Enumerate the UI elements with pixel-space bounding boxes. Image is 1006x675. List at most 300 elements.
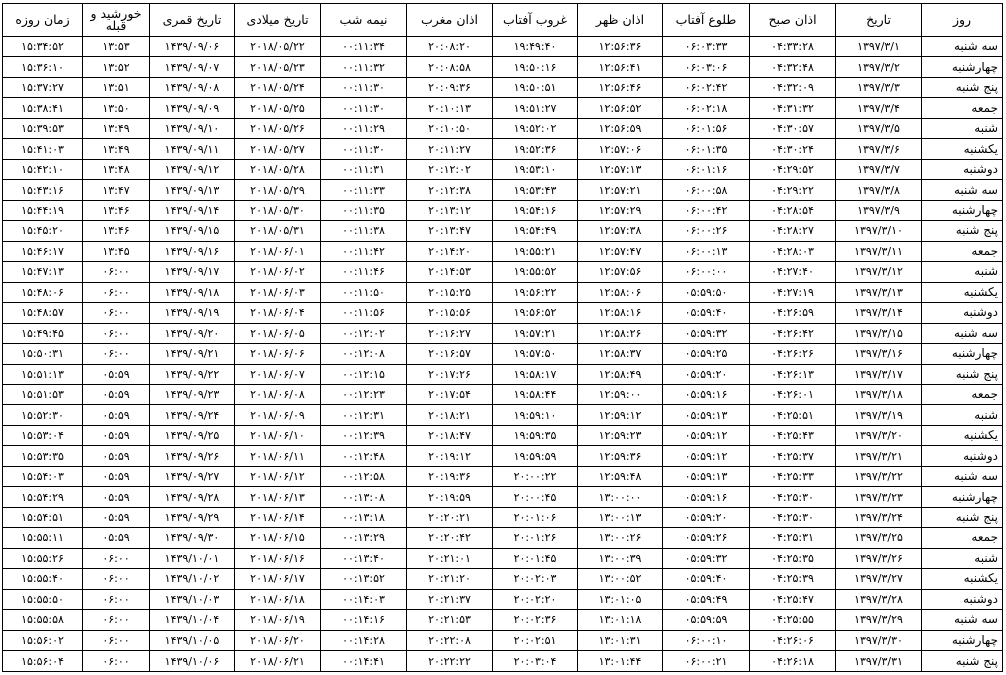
- cell-sun-qibla: ۰۵:۵۹: [83, 364, 150, 384]
- cell-gregorian-date: ۲۰۱۸/۰۶/۱۸: [235, 589, 321, 609]
- cell-sun-qibla: ۰۵:۵۹: [83, 425, 150, 445]
- cell-maghrib: ۲۰:۱۶:۵۷: [407, 344, 493, 364]
- table-row: [3, 548, 1003, 568]
- cell-lunar-date: ۱۴۳۹/۰۹/۱۴: [150, 200, 235, 220]
- cell-sunset: ۲۰:۰۱:۲۶: [493, 528, 578, 548]
- cell-sunrise: ۰۶:۰۰:۱۰: [663, 630, 750, 650]
- cell-maghrib: ۲۰:۰۸:۵۸: [407, 57, 493, 77]
- cell-day: جمعه: [922, 528, 1003, 548]
- cell-fasting-duration: ۱۵:۵۶:۰۲: [3, 630, 83, 650]
- cell-gregorian-date: ۲۰۱۸/۰۶/۰۳: [235, 282, 321, 302]
- header-sun-qibla: خورشید و قبله: [83, 4, 150, 37]
- cell-date: ۱۳۹۷/۳/۱۳: [836, 282, 922, 302]
- cell-dhuhr: ۱۳:۰۱:۴۴: [578, 651, 663, 672]
- cell-gregorian-date: ۲۰۱۸/۰۶/۰۷: [235, 364, 321, 384]
- cell-fajr: ۰۴:۲۸:۰۳: [750, 241, 836, 261]
- cell-dhuhr: ۱۲:۵۹:۱۲: [578, 405, 663, 425]
- cell-lunar-date: ۱۴۳۹/۰۹/۰۶: [150, 37, 235, 57]
- cell-sunrise: ۰۵:۵۹:۴۰: [663, 569, 750, 589]
- header-sunrise: طلوع آفتاب: [663, 4, 750, 37]
- cell-fasting-duration: ۱۵:۵۴:۰۳: [3, 466, 83, 486]
- cell-maghrib: ۲۰:۱۷:۵۴: [407, 384, 493, 404]
- cell-midnight: ۰۰:۱۱:۳۳: [321, 180, 407, 200]
- cell-day: جمعه: [922, 98, 1003, 118]
- cell-dhuhr: ۱۲:۵۶:۴۶: [578, 77, 663, 97]
- cell-sunset: ۲۰:۰۲:۵۱: [493, 630, 578, 650]
- cell-dhuhr: ۱۲:۵۶:۵۹: [578, 118, 663, 138]
- cell-sun-qibla: ۰۵:۵۹: [83, 384, 150, 404]
- cell-day: شنبه: [922, 118, 1003, 138]
- cell-dhuhr: ۱۳:۰۰:۱۳: [578, 507, 663, 527]
- table-row: [3, 405, 1003, 425]
- header-midnight: نیمه شب: [321, 4, 407, 37]
- cell-sunset: ۱۹:۵۸:۴۴: [493, 384, 578, 404]
- cell-sun-qibla: ۱۳:۵۲: [83, 57, 150, 77]
- cell-sun-qibla: ۰۵:۵۹: [83, 466, 150, 486]
- cell-dhuhr: ۱۲:۵۷:۳۸: [578, 221, 663, 241]
- cell-maghrib: ۲۰:۱۲:۰۲: [407, 159, 493, 179]
- cell-maghrib: ۲۰:۲۰:۲۱: [407, 507, 493, 527]
- table-row: [3, 118, 1003, 138]
- cell-sunrise: ۰۶:۰۳:۳۳: [663, 37, 750, 57]
- cell-gregorian-date: ۲۰۱۸/۰۶/۰۴: [235, 303, 321, 323]
- cell-sunset: ۱۹:۵۷:۲۱: [493, 323, 578, 343]
- cell-fajr: ۰۴:۳۲:۴۸: [750, 57, 836, 77]
- cell-fasting-duration: ۱۵:۵۵:۵۸: [3, 610, 83, 630]
- cell-date: ۱۳۹۷/۳/۲۴: [836, 507, 922, 527]
- cell-sunset: ۱۹:۵۹:۱۰: [493, 405, 578, 425]
- cell-maghrib: ۲۰:۱۵:۲۵: [407, 282, 493, 302]
- cell-sunrise: ۰۵:۵۹:۵۰: [663, 282, 750, 302]
- cell-date: ۱۳۹۷/۳/۱۹: [836, 405, 922, 425]
- cell-day: شنبه: [922, 262, 1003, 282]
- cell-date: ۱۳۹۷/۳/۲۷: [836, 569, 922, 589]
- cell-day: پنج شنبه: [922, 507, 1003, 527]
- cell-dhuhr: ۱۳:۰۱:۱۸: [578, 610, 663, 630]
- cell-fasting-duration: ۱۵:۵۳:۳۵: [3, 446, 83, 466]
- cell-lunar-date: ۱۴۳۹/۰۹/۲۷: [150, 466, 235, 486]
- cell-fajr: ۰۴:۲۵:۵۱: [750, 405, 836, 425]
- cell-date: ۱۳۹۷/۳/۲۹: [836, 610, 922, 630]
- cell-sunset: ۲۰:۰۲:۰۳: [493, 569, 578, 589]
- cell-gregorian-date: ۲۰۱۸/۰۶/۱۹: [235, 610, 321, 630]
- cell-date: ۱۳۹۷/۳/۱۶: [836, 344, 922, 364]
- cell-sun-qibla: ۱۳:۴۶: [83, 221, 150, 241]
- cell-day: سه شنبه: [922, 466, 1003, 486]
- cell-gregorian-date: ۲۰۱۸/۰۶/۰۲: [235, 262, 321, 282]
- cell-lunar-date: ۱۴۳۹/۰۹/۱۳: [150, 180, 235, 200]
- cell-lunar-date: ۱۴۳۹/۰۹/۰۷: [150, 57, 235, 77]
- cell-sunrise: ۰۵:۵۹:۱۳: [663, 466, 750, 486]
- table-row: [3, 528, 1003, 548]
- cell-gregorian-date: ۲۰۱۸/۰۵/۲۷: [235, 139, 321, 159]
- table-row: [3, 159, 1003, 179]
- cell-dhuhr: ۱۳:۰۰:۲۶: [578, 528, 663, 548]
- cell-lunar-date: ۱۴۳۹/۰۹/۱۸: [150, 282, 235, 302]
- cell-dhuhr: ۱۲:۵۶:۳۶: [578, 37, 663, 57]
- cell-gregorian-date: ۲۰۱۸/۰۵/۲۴: [235, 77, 321, 97]
- cell-fajr: ۰۴:۲۵:۳۱: [750, 528, 836, 548]
- cell-day: شنبه: [922, 405, 1003, 425]
- cell-fajr: ۰۴:۲۵:۴۳: [750, 425, 836, 445]
- cell-sunrise: ۰۵:۵۹:۴۹: [663, 589, 750, 609]
- cell-fasting-duration: ۱۵:۳۷:۲۷: [3, 77, 83, 97]
- cell-date: ۱۳۹۷/۳/۶: [836, 139, 922, 159]
- cell-maghrib: ۲۰:۱۹:۱۲: [407, 446, 493, 466]
- table-row: [3, 180, 1003, 200]
- cell-maghrib: ۲۰:۰۹:۳۶: [407, 77, 493, 97]
- prayer-times-table: [2, 3, 1003, 672]
- cell-sun-qibla: ۰۶:۰۰: [83, 548, 150, 568]
- cell-sun-qibla: ۰۶:۰۰: [83, 651, 150, 672]
- cell-sunset: ۲۰:۰۰:۲۲: [493, 466, 578, 486]
- cell-midnight: ۰۰:۱۱:۳۰: [321, 139, 407, 159]
- cell-lunar-date: ۱۴۳۹/۰۹/۲۸: [150, 487, 235, 507]
- cell-fajr: ۰۴:۲۵:۳۰: [750, 487, 836, 507]
- cell-gregorian-date: ۲۰۱۸/۰۶/۱۶: [235, 548, 321, 568]
- cell-date: ۱۳۹۷/۳/۳۱: [836, 651, 922, 672]
- cell-midnight: ۰۰:۱۲:۳۹: [321, 425, 407, 445]
- cell-lunar-date: ۱۴۳۹/۰۹/۲۵: [150, 425, 235, 445]
- cell-midnight: ۰۰:۱۳:۲۹: [321, 528, 407, 548]
- table-row: [3, 651, 1003, 672]
- cell-maghrib: ۲۰:۲۰:۴۲: [407, 528, 493, 548]
- table-row: [3, 569, 1003, 589]
- cell-date: ۱۳۹۷/۳/۲۲: [836, 466, 922, 486]
- cell-dhuhr: ۱۲:۵۸:۳۷: [578, 344, 663, 364]
- cell-midnight: ۰۰:۱۱:۳۲: [321, 57, 407, 77]
- cell-date: ۱۳۹۷/۳/۲۸: [836, 589, 922, 609]
- cell-sunset: ۱۹:۵۴:۴۹: [493, 221, 578, 241]
- cell-midnight: ۰۰:۱۱:۵۶: [321, 303, 407, 323]
- cell-maghrib: ۲۰:۱۰:۱۳: [407, 98, 493, 118]
- header-maghrib: اذان مغرب: [407, 4, 493, 37]
- cell-sunrise: ۰۶:۰۲:۴۲: [663, 77, 750, 97]
- cell-gregorian-date: ۲۰۱۸/۰۶/۰۹: [235, 405, 321, 425]
- cell-midnight: ۰۰:۱۱:۴۲: [321, 241, 407, 261]
- cell-dhuhr: ۱۳:۰۰:۰۰: [578, 487, 663, 507]
- cell-day: پنج شنبه: [922, 221, 1003, 241]
- cell-lunar-date: ۱۴۳۹/۱۰/۰۳: [150, 589, 235, 609]
- cell-dhuhr: ۱۲:۵۹:۲۳: [578, 425, 663, 445]
- cell-fajr: ۰۴:۳۰:۵۷: [750, 118, 836, 138]
- cell-date: ۱۳۹۷/۳/۲۵: [836, 528, 922, 548]
- cell-day: دوشنبه: [922, 159, 1003, 179]
- cell-gregorian-date: ۲۰۱۸/۰۶/۲۰: [235, 630, 321, 650]
- cell-sunrise: ۰۶:۰۰:۱۳: [663, 241, 750, 261]
- table-row: [3, 37, 1003, 57]
- table-row: [3, 221, 1003, 241]
- table-row: [3, 507, 1003, 527]
- cell-day: چهارشنبه: [922, 57, 1003, 77]
- cell-fajr: ۰۴:۲۵:۳۰: [750, 507, 836, 527]
- table-row: [3, 262, 1003, 282]
- cell-lunar-date: ۱۴۳۹/۱۰/۰۶: [150, 651, 235, 672]
- cell-fajr: ۰۴:۲۵:۳۷: [750, 446, 836, 466]
- cell-sun-qibla: ۰۶:۰۰: [83, 262, 150, 282]
- cell-fajr: ۰۴:۲۹:۲۲: [750, 180, 836, 200]
- table-row: [3, 589, 1003, 609]
- cell-sun-qibla: ۱۳:۴۸: [83, 159, 150, 179]
- cell-day: پنج شنبه: [922, 651, 1003, 672]
- cell-fajr: ۰۴:۳۳:۲۸: [750, 37, 836, 57]
- cell-midnight: ۰۰:۱۱:۳۰: [321, 98, 407, 118]
- cell-sunrise: ۰۶:۰۱:۱۶: [663, 159, 750, 179]
- table-row: [3, 466, 1003, 486]
- cell-sunrise: ۰۵:۵۹:۱۶: [663, 384, 750, 404]
- table-row: [3, 323, 1003, 343]
- table-row: [3, 282, 1003, 302]
- cell-sunrise: ۰۶:۰۰:۰۰: [663, 262, 750, 282]
- cell-sun-qibla: ۱۳:۴۵: [83, 241, 150, 261]
- cell-sunset: ۱۹:۴۹:۴۰: [493, 37, 578, 57]
- cell-date: ۱۳۹۷/۳/۷: [836, 159, 922, 179]
- cell-sunset: ۲۰:۰۱:۰۶: [493, 507, 578, 527]
- cell-gregorian-date: ۲۰۱۸/۰۵/۲۲: [235, 37, 321, 57]
- cell-sunrise: ۰۶:۰۳:۰۶: [663, 57, 750, 77]
- cell-sunrise: ۰۵:۵۹:۲۶: [663, 528, 750, 548]
- cell-sunset: ۱۹:۵۲:۳۶: [493, 139, 578, 159]
- cell-gregorian-date: ۲۰۱۸/۰۶/۰۸: [235, 384, 321, 404]
- cell-fajr: ۰۴:۲۷:۱۹: [750, 282, 836, 302]
- cell-fasting-duration: ۱۵:۵۵:۵۰: [3, 589, 83, 609]
- cell-fasting-duration: ۱۵:۵۵:۴۰: [3, 569, 83, 589]
- cell-sun-qibla: ۱۳:۵۱: [83, 77, 150, 97]
- cell-sun-qibla: ۱۳:۵۰: [83, 98, 150, 118]
- cell-fajr: ۰۴:۳۱:۳۲: [750, 98, 836, 118]
- cell-sun-qibla: ۰۶:۰۰: [83, 610, 150, 630]
- cell-sunset: ۱۹:۵۰:۱۶: [493, 57, 578, 77]
- cell-sunset: ۲۰:۰۲:۳۶: [493, 610, 578, 630]
- cell-fasting-duration: ۱۵:۴۵:۲۰: [3, 221, 83, 241]
- cell-sun-qibla: ۰۶:۰۰: [83, 589, 150, 609]
- cell-sunset: ۱۹:۵۵:۲۱: [493, 241, 578, 261]
- cell-sun-qibla: ۰۵:۵۹: [83, 446, 150, 466]
- cell-date: ۱۳۹۷/۳/۸: [836, 180, 922, 200]
- cell-date: ۱۳۹۷/۳/۱۷: [836, 364, 922, 384]
- cell-fajr: ۰۴:۲۵:۳۵: [750, 548, 836, 568]
- cell-midnight: ۰۰:۱۴:۲۸: [321, 630, 407, 650]
- cell-sunrise: ۰۵:۵۹:۱۲: [663, 446, 750, 466]
- cell-sunrise: ۰۵:۵۹:۲۵: [663, 344, 750, 364]
- cell-day: چهارشنبه: [922, 630, 1003, 650]
- cell-midnight: ۰۰:۱۳:۵۲: [321, 569, 407, 589]
- cell-midnight: ۰۰:۱۲:۱۵: [321, 364, 407, 384]
- cell-dhuhr: ۱۲:۵۹:۴۸: [578, 466, 663, 486]
- table-body: [3, 37, 1003, 672]
- cell-date: ۱۳۹۷/۳/۳: [836, 77, 922, 97]
- cell-dhuhr: ۱۲:۵۷:۰۶: [578, 139, 663, 159]
- cell-fajr: ۰۴:۲۶:۵۹: [750, 303, 836, 323]
- cell-dhuhr: ۱۳:۰۰:۵۲: [578, 569, 663, 589]
- cell-sun-qibla: ۱۳:۴۹: [83, 118, 150, 138]
- cell-fajr: ۰۴:۲۶:۱۳: [750, 364, 836, 384]
- cell-day: یکشنبه: [922, 282, 1003, 302]
- cell-dhuhr: ۱۲:۵۹:۰۰: [578, 384, 663, 404]
- cell-sunrise: ۰۵:۵۹:۱۳: [663, 405, 750, 425]
- header-fasting-duration: زمان روزه: [3, 4, 83, 37]
- cell-fasting-duration: ۱۵:۵۴:۲۹: [3, 487, 83, 507]
- cell-fajr: ۰۴:۲۸:۵۴: [750, 200, 836, 220]
- cell-sun-qibla: ۱۳:۴۹: [83, 139, 150, 159]
- table-row: [3, 200, 1003, 220]
- cell-maghrib: ۲۰:۱۶:۲۷: [407, 323, 493, 343]
- cell-maghrib: ۲۰:۱۱:۲۷: [407, 139, 493, 159]
- cell-sun-qibla: ۰۶:۰۰: [83, 569, 150, 589]
- cell-date: ۱۳۹۷/۳/۱۱: [836, 241, 922, 261]
- cell-fasting-duration: ۱۵:۴۶:۱۷: [3, 241, 83, 261]
- cell-fasting-duration: ۱۵:۵۱:۵۳: [3, 384, 83, 404]
- cell-maghrib: ۲۰:۱۲:۳۸: [407, 180, 493, 200]
- cell-lunar-date: ۱۴۳۹/۰۹/۲۶: [150, 446, 235, 466]
- cell-date: ۱۳۹۷/۳/۲۶: [836, 548, 922, 568]
- cell-gregorian-date: ۲۰۱۸/۰۵/۲۳: [235, 57, 321, 77]
- cell-date: ۱۳۹۷/۳/۱: [836, 37, 922, 57]
- cell-fajr: ۰۴:۲۶:۰۱: [750, 384, 836, 404]
- cell-fasting-duration: ۱۵:۵۲:۳۰: [3, 405, 83, 425]
- cell-day: پنج شنبه: [922, 364, 1003, 384]
- cell-fajr: ۰۴:۲۵:۳۹: [750, 569, 836, 589]
- cell-sunrise: ۰۶:۰۰:۲۶: [663, 221, 750, 241]
- table-row: [3, 364, 1003, 384]
- cell-fajr: ۰۴:۲۵:۳۳: [750, 466, 836, 486]
- cell-fasting-duration: ۱۵:۴۲:۱۰: [3, 159, 83, 179]
- table-row: [3, 241, 1003, 261]
- table-row: [3, 139, 1003, 159]
- cell-sunset: ۲۰:۰۰:۴۵: [493, 487, 578, 507]
- cell-sunrise: ۰۵:۵۹:۴۰: [663, 303, 750, 323]
- table-row: [3, 487, 1003, 507]
- cell-sun-qibla: ۰۵:۵۹: [83, 487, 150, 507]
- cell-gregorian-date: ۲۰۱۸/۰۶/۰۵: [235, 323, 321, 343]
- cell-date: ۱۳۹۷/۳/۲۱: [836, 446, 922, 466]
- cell-fasting-duration: ۱۵:۵۱:۱۳: [3, 364, 83, 384]
- cell-fasting-duration: ۱۵:۴۸:۵۷: [3, 303, 83, 323]
- cell-gregorian-date: ۲۰۱۸/۰۶/۱۲: [235, 466, 321, 486]
- cell-sun-qibla: ۰۵:۵۹: [83, 405, 150, 425]
- cell-sun-qibla: ۱۳:۵۳: [83, 37, 150, 57]
- cell-sun-qibla: ۰۶:۰۰: [83, 282, 150, 302]
- cell-midnight: ۰۰:۱۲:۵۸: [321, 466, 407, 486]
- cell-fasting-duration: ۱۵:۳۸:۴۱: [3, 98, 83, 118]
- cell-dhuhr: ۱۲:۵۷:۴۷: [578, 241, 663, 261]
- cell-maghrib: ۲۰:۲۱:۵۳: [407, 610, 493, 630]
- cell-day: یکشنبه: [922, 569, 1003, 589]
- cell-fasting-duration: ۱۵:۴۳:۱۶: [3, 180, 83, 200]
- cell-lunar-date: ۱۴۳۹/۱۰/۰۲: [150, 569, 235, 589]
- cell-lunar-date: ۱۴۳۹/۰۹/۱۱: [150, 139, 235, 159]
- cell-dhuhr: ۱۳:۰۰:۳۹: [578, 548, 663, 568]
- cell-day: یکشنبه: [922, 139, 1003, 159]
- cell-date: ۱۳۹۷/۳/۱۸: [836, 384, 922, 404]
- cell-date: ۱۳۹۷/۳/۱۵: [836, 323, 922, 343]
- cell-sunset: ۱۹:۵۲:۰۲: [493, 118, 578, 138]
- cell-gregorian-date: ۲۰۱۸/۰۶/۰۶: [235, 344, 321, 364]
- cell-day: سه شنبه: [922, 180, 1003, 200]
- cell-day: سه شنبه: [922, 323, 1003, 343]
- cell-midnight: ۰۰:۱۱:۴۶: [321, 262, 407, 282]
- cell-midnight: ۰۰:۱۱:۳۴: [321, 37, 407, 57]
- cell-maghrib: ۲۰:۱۳:۱۲: [407, 200, 493, 220]
- cell-sun-qibla: ۰۵:۵۹: [83, 507, 150, 527]
- cell-sunset: ۱۹:۵۳:۴۳: [493, 180, 578, 200]
- table-row: [3, 446, 1003, 466]
- header-date: تاریخ: [836, 4, 922, 37]
- cell-day: دوشنبه: [922, 303, 1003, 323]
- cell-maghrib: ۲۰:۱۹:۵۹: [407, 487, 493, 507]
- header-day: روز: [922, 4, 1003, 37]
- cell-dhuhr: ۱۲:۵۸:۱۶: [578, 303, 663, 323]
- cell-date: ۱۳۹۷/۳/۲۳: [836, 487, 922, 507]
- cell-lunar-date: ۱۴۳۹/۰۹/۱۷: [150, 262, 235, 282]
- cell-midnight: ۰۰:۱۲:۰۸: [321, 344, 407, 364]
- cell-midnight: ۰۰:۱۲:۲۳: [321, 384, 407, 404]
- cell-fajr: ۰۴:۲۶:۴۲: [750, 323, 836, 343]
- table-row: [3, 384, 1003, 404]
- cell-maghrib: ۲۰:۰۸:۲۰: [407, 37, 493, 57]
- cell-sun-qibla: ۱۳:۴۷: [83, 180, 150, 200]
- cell-dhuhr: ۱۲:۵۶:۴۱: [578, 57, 663, 77]
- cell-day: سه شنبه: [922, 37, 1003, 57]
- cell-maghrib: ۲۰:۲۱:۰۱: [407, 548, 493, 568]
- cell-day: چهارشنبه: [922, 487, 1003, 507]
- cell-fasting-duration: ۱۵:۵۵:۱۱: [3, 528, 83, 548]
- cell-midnight: ۰۰:۱۱:۵۰: [321, 282, 407, 302]
- cell-fasting-duration: ۱۵:۴۱:۰۳: [3, 139, 83, 159]
- cell-sun-qibla: ۰۶:۰۰: [83, 630, 150, 650]
- cell-day: جمعه: [922, 241, 1003, 261]
- cell-sunset: ۱۹:۵۳:۱۰: [493, 159, 578, 179]
- table-row: [3, 630, 1003, 650]
- cell-dhuhr: ۱۲:۵۸:۴۹: [578, 364, 663, 384]
- cell-maghrib: ۲۰:۱۴:۵۳: [407, 262, 493, 282]
- cell-dhuhr: ۱۲:۵۷:۲۱: [578, 180, 663, 200]
- cell-fasting-duration: ۱۵:۵۴:۵۱: [3, 507, 83, 527]
- cell-midnight: ۰۰:۱۱:۳۱: [321, 159, 407, 179]
- cell-sun-qibla: ۰۶:۰۰: [83, 344, 150, 364]
- cell-dhuhr: ۱۳:۰۱:۳۱: [578, 630, 663, 650]
- table-row: [3, 344, 1003, 364]
- cell-dhuhr: ۱۲:۵۷:۱۳: [578, 159, 663, 179]
- cell-dhuhr: ۱۲:۵۸:۰۶: [578, 282, 663, 302]
- cell-day: سه شنبه: [922, 610, 1003, 630]
- cell-lunar-date: ۱۴۳۹/۰۹/۲۴: [150, 405, 235, 425]
- cell-sun-qibla: ۰۵:۵۹: [83, 528, 150, 548]
- cell-gregorian-date: ۲۰۱۸/۰۶/۱۷: [235, 569, 321, 589]
- header-gregorian-date: تاریخ میلادی: [235, 4, 321, 37]
- cell-fasting-duration: ۱۵:۳۶:۱۰: [3, 57, 83, 77]
- cell-fasting-duration: ۱۵:۵۶:۰۴: [3, 651, 83, 672]
- cell-fasting-duration: ۱۵:۵۵:۲۶: [3, 548, 83, 568]
- cell-maghrib: ۲۰:۲۲:۲۲: [407, 651, 493, 672]
- cell-maghrib: ۲۰:۱۰:۵۰: [407, 118, 493, 138]
- cell-fasting-duration: ۱۵:۴۸:۰۶: [3, 282, 83, 302]
- cell-dhuhr: ۱۳:۰۱:۰۵: [578, 589, 663, 609]
- cell-dhuhr: ۱۲:۵۶:۵۲: [578, 98, 663, 118]
- cell-date: ۱۳۹۷/۳/۱۲: [836, 262, 922, 282]
- cell-midnight: ۰۰:۱۴:۴۱: [321, 651, 407, 672]
- cell-lunar-date: ۱۴۳۹/۰۹/۲۲: [150, 364, 235, 384]
- cell-sun-qibla: ۰۶:۰۰: [83, 323, 150, 343]
- header-lunar-date: تاریخ قمری: [150, 4, 235, 37]
- cell-lunar-date: ۱۴۳۹/۰۹/۲۳: [150, 384, 235, 404]
- cell-sunrise: ۰۵:۵۹:۱۲: [663, 425, 750, 445]
- table-row: [3, 57, 1003, 77]
- cell-dhuhr: ۱۲:۵۷:۲۹: [578, 200, 663, 220]
- cell-sunset: ۱۹:۵۴:۱۶: [493, 200, 578, 220]
- table-row: [3, 425, 1003, 445]
- cell-sunrise: ۰۵:۵۹:۲۰: [663, 364, 750, 384]
